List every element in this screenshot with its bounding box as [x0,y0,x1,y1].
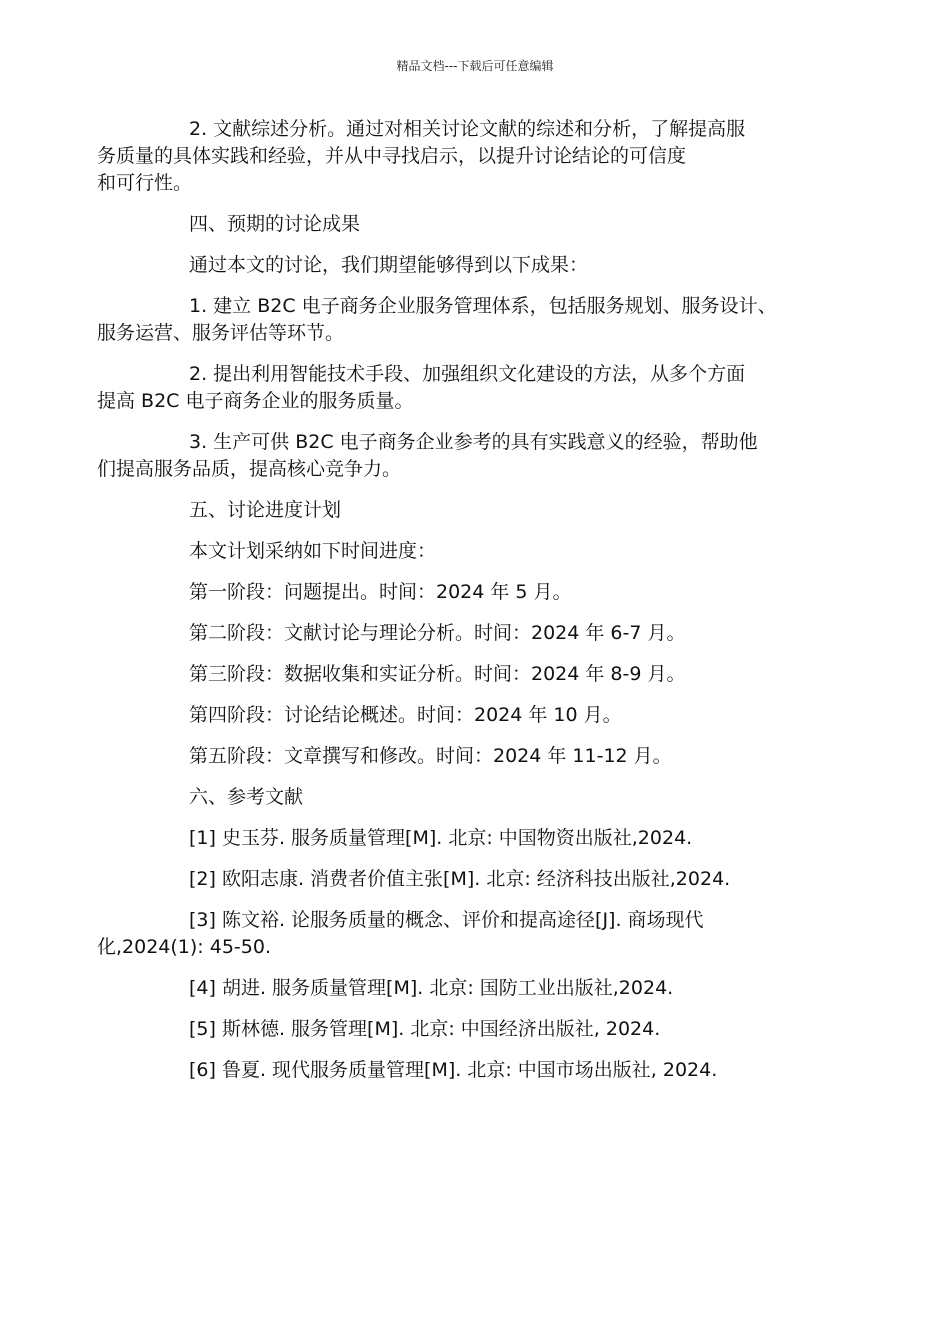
text-line: 2. 提出利用智能技术手段、加强组织文化建设的方法，从多个方面 [189,363,746,385]
text-line: [6] 鲁夏. 现代服务质量管理[M]. 北京: 中国市场出版社, 2024. [189,1059,718,1081]
text-line: 务质量的具体实践和经验，并从中寻找启示，以提升讨论结论的可信度 [97,145,687,167]
reference-item [143,975,828,1002]
section-heading-schedule [143,497,828,524]
text-line: 提高 B2C 电子商务企业的服务质量。 [97,390,414,412]
text-line: 五、讨论进度计划 [189,499,342,521]
text-line: 们提高服务品质，提高核心竞争力。 [97,458,402,480]
text-line: 六、参考文献 [189,786,304,808]
text-line: 通过本文的讨论，我们期望能够得到以下成果： [189,254,589,276]
paragraph-result-1 [97,293,828,347]
reference-item [143,1057,828,1084]
text-line: 3. 生产可供 B2C 电子商务企业参考的具有实践意义的经验，帮助他 [189,431,758,453]
text-line: 第一阶段：问题提出。时间：2024 年 5 月。 [189,581,572,603]
text-line: [2] 欧阳志康. 消费者价值主张[M]. 北京: 经济科技出版社,2024. [189,868,731,890]
document-body [97,116,828,1098]
reference-item [143,1016,828,1043]
paragraph-schedule-intro [143,538,828,565]
text-line: 第四阶段：讨论结论概述。时间：2024 年 10 月。 [189,704,622,726]
section-heading-expected-results [143,211,828,238]
schedule-stage-4 [143,702,828,729]
text-line: [3] 陈文裕. 论服务质量的概念、评价和提高途径[J]. 商场现代 [189,909,704,931]
text-line: 服务运营、服务评估等环节。 [97,322,345,344]
text-line: 第二阶段：文献讨论与理论分析。时间：2024 年 6-7 月。 [189,622,686,644]
text-line: 和可行性。 [97,172,193,194]
text-line: 四、预期的讨论成果 [189,213,361,235]
schedule-stage-2 [143,620,828,647]
paragraph-literature-review [97,116,828,197]
section-heading-references [143,784,828,811]
text-line: [1] 史玉芬. 服务质量管理[M]. 北京: 中国物资出版社,2024. [189,827,693,849]
paragraph-result-3 [97,429,828,483]
text-line: 第五阶段：文章撰写和修改。时间：2024 年 11-12 月。 [189,745,672,767]
text-line: 本文计划采纳如下时间进度： [189,540,437,562]
text-line: 化,2024(1): 45-50. [97,936,271,958]
text-line: [4] 胡进. 服务质量管理[M]. 北京: 国防工业出版社,2024. [189,977,674,999]
page-header: 精品文档---下载后可任意编辑 [396,59,554,73]
reference-item [97,907,828,961]
reference-item [143,866,828,893]
schedule-stage-3 [143,661,828,688]
text-line: 第三阶段：数据收集和实证分析。时间：2024 年 8-9 月。 [189,663,686,685]
schedule-stage-1 [143,579,828,606]
reference-item [143,825,828,852]
text-line: [5] 斯林德. 服务管理[M]. 北京: 中国经济出版社, 2024. [189,1018,661,1040]
schedule-stage-5 [143,743,828,770]
text-line: 2. 文献综述分析。通过对相关讨论文献的综述和分析，了解提高服 [189,118,746,140]
paragraph-result-2 [97,361,828,415]
text-line: 1. 建立 B2C 电子商务企业服务管理体系，包括服务规划、服务设计、 [189,295,777,317]
paragraph-results-intro [143,252,828,279]
